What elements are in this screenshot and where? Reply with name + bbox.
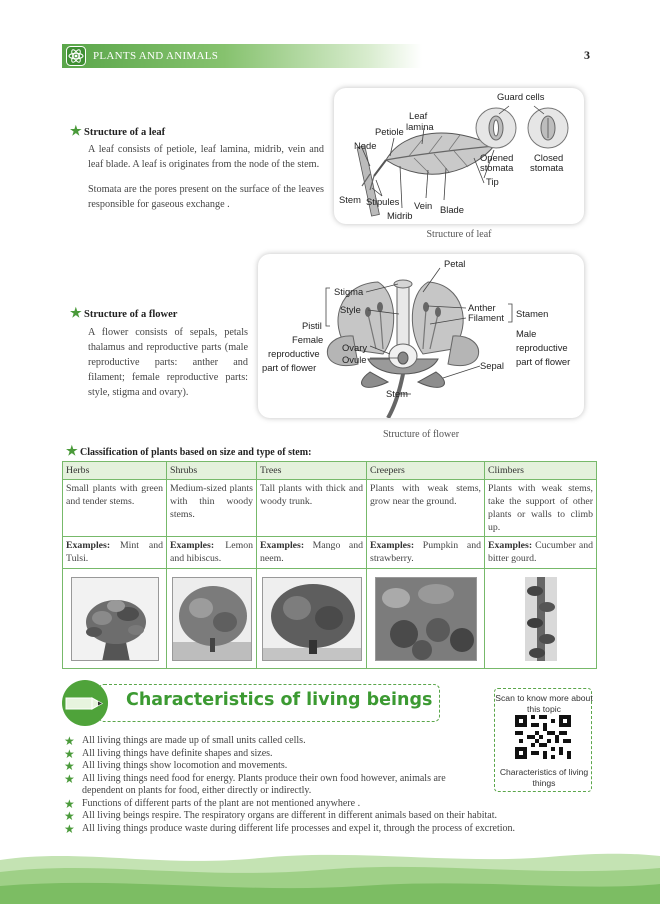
label-petal: Petal (444, 258, 466, 269)
label-opened-stomata-2: stomata (480, 162, 514, 173)
header-herbs: Herbs (63, 462, 167, 480)
flower-diagram (258, 254, 584, 418)
leaf-diagram (334, 88, 584, 224)
list-item: ★ All living things need food for energy. Plants produce their own food however, animals are dependent on plants for food, either directly or indirectly. (64, 771, 446, 796)
star-bullet-icon: ★ (66, 443, 78, 458)
leaf-heading: ★ Structure of a leaf (70, 123, 166, 138)
examples-trees: Examples: Mango and neem. (257, 537, 367, 569)
classification-table (62, 461, 597, 669)
pencil-badge-icon (62, 680, 108, 726)
table-row-description (63, 480, 597, 537)
star-bullet-icon: ★ (64, 821, 75, 836)
header-trees: Trees (257, 462, 367, 480)
tree-plant-image (262, 577, 362, 661)
list-item: ★ All living things have definite shapes and sizes. (64, 746, 273, 761)
star-bullet-icon: ★ (64, 759, 75, 773)
page-number: 3 (584, 48, 590, 62)
star-bullet-icon: ★ (64, 771, 75, 786)
examples-creepers: Examples: Pumpkin and strawberry. (367, 537, 485, 569)
list-item: ★ All living things are made up of small units called cells. (64, 734, 306, 748)
flower-paragraph: A flower consists of sepals, petals thalamus and reproductive parts (male reproductive parts: anther and filament; female reproductive parts: style, stigma and ovary). (88, 327, 248, 398)
label-pistil-part: part of flower (262, 362, 317, 373)
leaf-caption: Structure of leaf (426, 229, 492, 240)
label-closed-stomata-2: stomata (530, 162, 564, 173)
label-ovule: Ovule (342, 354, 367, 365)
label-stipules: Stipules (366, 196, 400, 207)
list-item: ★ All living things show locomotion and movements. (64, 759, 288, 773)
label-midrib: Midrib (387, 210, 413, 221)
qr-scan-text: Scan to know more about this topic (495, 693, 593, 714)
star-bullet-icon: ★ (64, 809, 75, 823)
label-pistil-reproductive: reproductive (268, 348, 320, 359)
label-anther: Anther (468, 302, 496, 313)
atom-logo-icon (65, 45, 87, 67)
label-tip: Tip (486, 176, 499, 187)
label-pistil-female: Female (292, 334, 324, 345)
star-bullet-icon: ★ (64, 796, 75, 811)
label-leaf-lamina-2: lamina (406, 121, 434, 132)
list-item: ★ Functions of different parts of the plant are not mentioned anywhere . (64, 796, 361, 811)
label-node: Node (354, 140, 377, 151)
label-vein: Vein (414, 200, 433, 211)
footer-wave-decoration (0, 846, 660, 904)
label-male-reproductive: reproductive (516, 342, 568, 353)
list-item: ★ All living beings respire. The respiratory organs are different in different animals based on their habitat. (64, 809, 497, 823)
label-guard-cells: Guard cells (497, 91, 545, 102)
desc-herbs: Small plants with green and tender stems. (63, 480, 167, 537)
characteristics-title: Characteristics of living beings (126, 690, 433, 710)
examples-herbs: Examples: Mint and Tulsi. (63, 537, 167, 569)
label-pistil: Pistil (302, 320, 322, 331)
classification-heading: ★ Classification of plants based on size and type of stem: (66, 443, 312, 458)
image-cell-creepers (367, 569, 485, 669)
examples-shrubs: Examples: Lemon and hibiscus. (167, 537, 257, 569)
header-climbers: Climbers (485, 462, 597, 480)
label-male: Male (516, 328, 537, 339)
label-filament: Filament (468, 312, 504, 323)
label-male-part: part of flower (516, 356, 571, 367)
star-bullet-icon: ★ (70, 123, 82, 138)
creeper-plant-image (375, 577, 477, 661)
label-petiole: Petiole (375, 126, 404, 137)
star-bullet-icon: ★ (64, 746, 75, 761)
desc-creepers: Plants with weak stems, grow near the ground. (367, 480, 485, 537)
label-closed-stomata-1: Closed (534, 152, 564, 163)
label-stigma: Stigma (334, 286, 364, 297)
characteristics-list (64, 735, 556, 835)
desc-climbers: Plants with weak stems, take the support of other plants or walls to climb up. (485, 480, 597, 537)
label-leaf-lamina-1: Leaf (409, 110, 428, 121)
label-flower-stem: Stem (386, 388, 408, 399)
label-ovary: Ovary (342, 342, 368, 353)
image-cell-climbers (485, 569, 597, 669)
table-row-images (63, 569, 597, 669)
star-bullet-icon: ★ (70, 305, 82, 320)
image-cell-trees (257, 569, 367, 669)
header-shrubs: Shrubs (167, 462, 257, 480)
herb-plant-image (71, 577, 159, 661)
leaf-paragraph-2: Stomata are the pores present on the surface of the leaves responsible for gaseous exchange . (88, 184, 324, 210)
flower-heading: ★ Structure of a flower (70, 305, 178, 320)
table-header-row (63, 462, 597, 480)
header-creepers: Creepers (367, 462, 485, 480)
label-style: Style (340, 304, 361, 315)
image-cell-herbs (63, 569, 167, 669)
label-opened-stomata-1: Opened (480, 152, 514, 163)
label-stamen: Stamen (516, 308, 549, 319)
desc-trees: Tall plants with thick and woody trunk. (257, 480, 367, 537)
table-row-examples (63, 537, 597, 569)
shrub-plant-image (172, 577, 252, 661)
star-bullet-icon: ★ (64, 734, 75, 748)
page-header (62, 44, 422, 68)
flower-caption: Structure of flower (382, 429, 460, 440)
climber-plant-image (525, 577, 557, 661)
chapter-title: PLANTS AND ANIMALS (93, 50, 219, 62)
label-blade: Blade (440, 204, 464, 215)
label-stem: Stem (339, 194, 361, 205)
qr-topic-text: Characteristics of living things (499, 767, 589, 788)
desc-shrubs: Medium-sized plants with thin woody stems. (167, 480, 257, 537)
image-cell-shrubs (167, 569, 257, 669)
examples-climbers: Examples: Cucumber and bitter gourd. (485, 537, 597, 569)
label-sepal: Sepal (480, 360, 504, 371)
list-item: ★ All living things produce waste during different life processes and expel it, through the process of excretion. (64, 821, 516, 836)
leaf-paragraph-1: A leaf consists of petiole, leaf lamina, midrib, vein and leaf blade. A leaf is originates from the node of the stem. (88, 144, 324, 170)
